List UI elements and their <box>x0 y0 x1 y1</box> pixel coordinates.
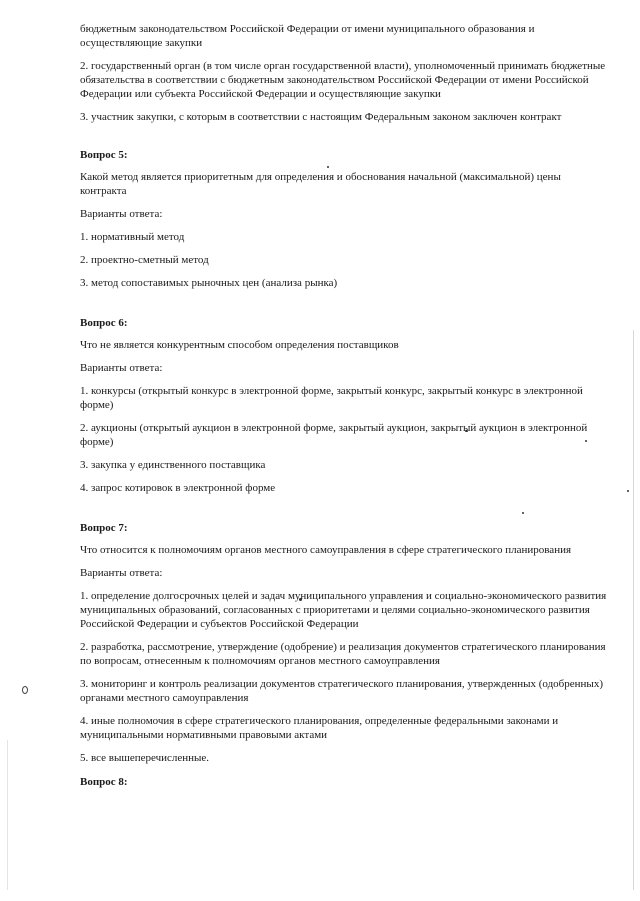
question-heading: Вопрос 8: <box>80 776 128 788</box>
answer-option: 4. иные полномочия в сфере стратегического планирования, определенные федеральными законами и муниципальными нормативными правовыми актами <box>80 715 559 741</box>
answer-option: 1. нормативный метод <box>80 231 185 243</box>
question-text: Что не является конкурентным способом определения поставщиков <box>80 339 399 351</box>
answer-option: 2. разработка, рассмотрение, утверждение (одобрение) и реализация документов стратегического планирования по вопросам, отнесенным к полномочиям органов местного самоуправления <box>80 641 606 667</box>
scan-edge-shadow-left <box>7 740 8 890</box>
variants-label: Варианты ответа: <box>80 362 163 374</box>
question-5 <box>80 148 610 290</box>
answer-option: 2. проектно-сметный метод <box>80 254 209 266</box>
answer-option: 3. метод сопоставимых рыночных цен (анализа рынка) <box>80 277 338 289</box>
question-heading: Вопрос 6: <box>80 317 128 329</box>
question-heading: Вопрос 5: <box>80 149 128 161</box>
answer-option: 2. аукционы (открытый аукцион в электронной форме, закрытый аукцион, закрытый аукцион в электронной форме) <box>80 422 588 448</box>
answer-option: 3. закупка у единственного поставщика <box>80 459 266 471</box>
answer-option: 1. конкурсы (открытый конкурс в электронной форме, закрытый конкурс, закрытый конкурс в электронной форме) <box>80 385 583 411</box>
question-heading: Вопрос 7: <box>80 522 128 534</box>
question-7 <box>80 521 610 765</box>
answer-option: 3. мониторинг и контроль реализации документов стратегического планирования, утвержденных (одобренных) органами местного самоуправления <box>80 678 603 704</box>
answer-option: 1. определение долгосрочных целей и задач муниципального управления и социально-экономического развития муниципальных образований, согласованных с приоритетами и целями социально-экономического развития Российской Федерации и субъектов Российской Федерации <box>80 590 607 630</box>
intro-item-2: 2. государственный орган (в том числе орган государственной власти), уполномоченный принимать бюджетные обязательства в соответствии с бюджетным законодательством Российской Федерации от имени Российской Федерации или субъекта Российской Федерации и осуществляющие закупки <box>80 60 606 100</box>
intro-item-3: 3. участник закупки, с которым в соответствии с настоящим Федеральным законом заключен контракт <box>80 111 562 123</box>
question-8 <box>80 775 610 789</box>
variants-label: Варианты ответа: <box>80 208 163 220</box>
variants-label: Варианты ответа: <box>80 567 163 579</box>
question-text: Какой метод является приоритетным для определения и обоснования начальной (максимальной) цены контракта <box>80 171 561 197</box>
document-body <box>80 22 610 797</box>
question-text: Что относится к полномочиям органов местного самоуправления в сфере стратегического планирования <box>80 544 572 556</box>
intro-continuation: бюджетным законодательством Российской Федерации от имени муниципального образования и осуществляющие закупки <box>80 23 535 49</box>
scan-speck <box>627 490 629 492</box>
scan-edge-shadow <box>633 330 634 890</box>
question-6 <box>80 316 610 495</box>
hole-punch-mark <box>22 686 28 694</box>
answer-option: 4. запрос котировок в электронной форме <box>80 482 276 494</box>
answer-option: 5. все вышеперечисленные. <box>80 752 210 764</box>
